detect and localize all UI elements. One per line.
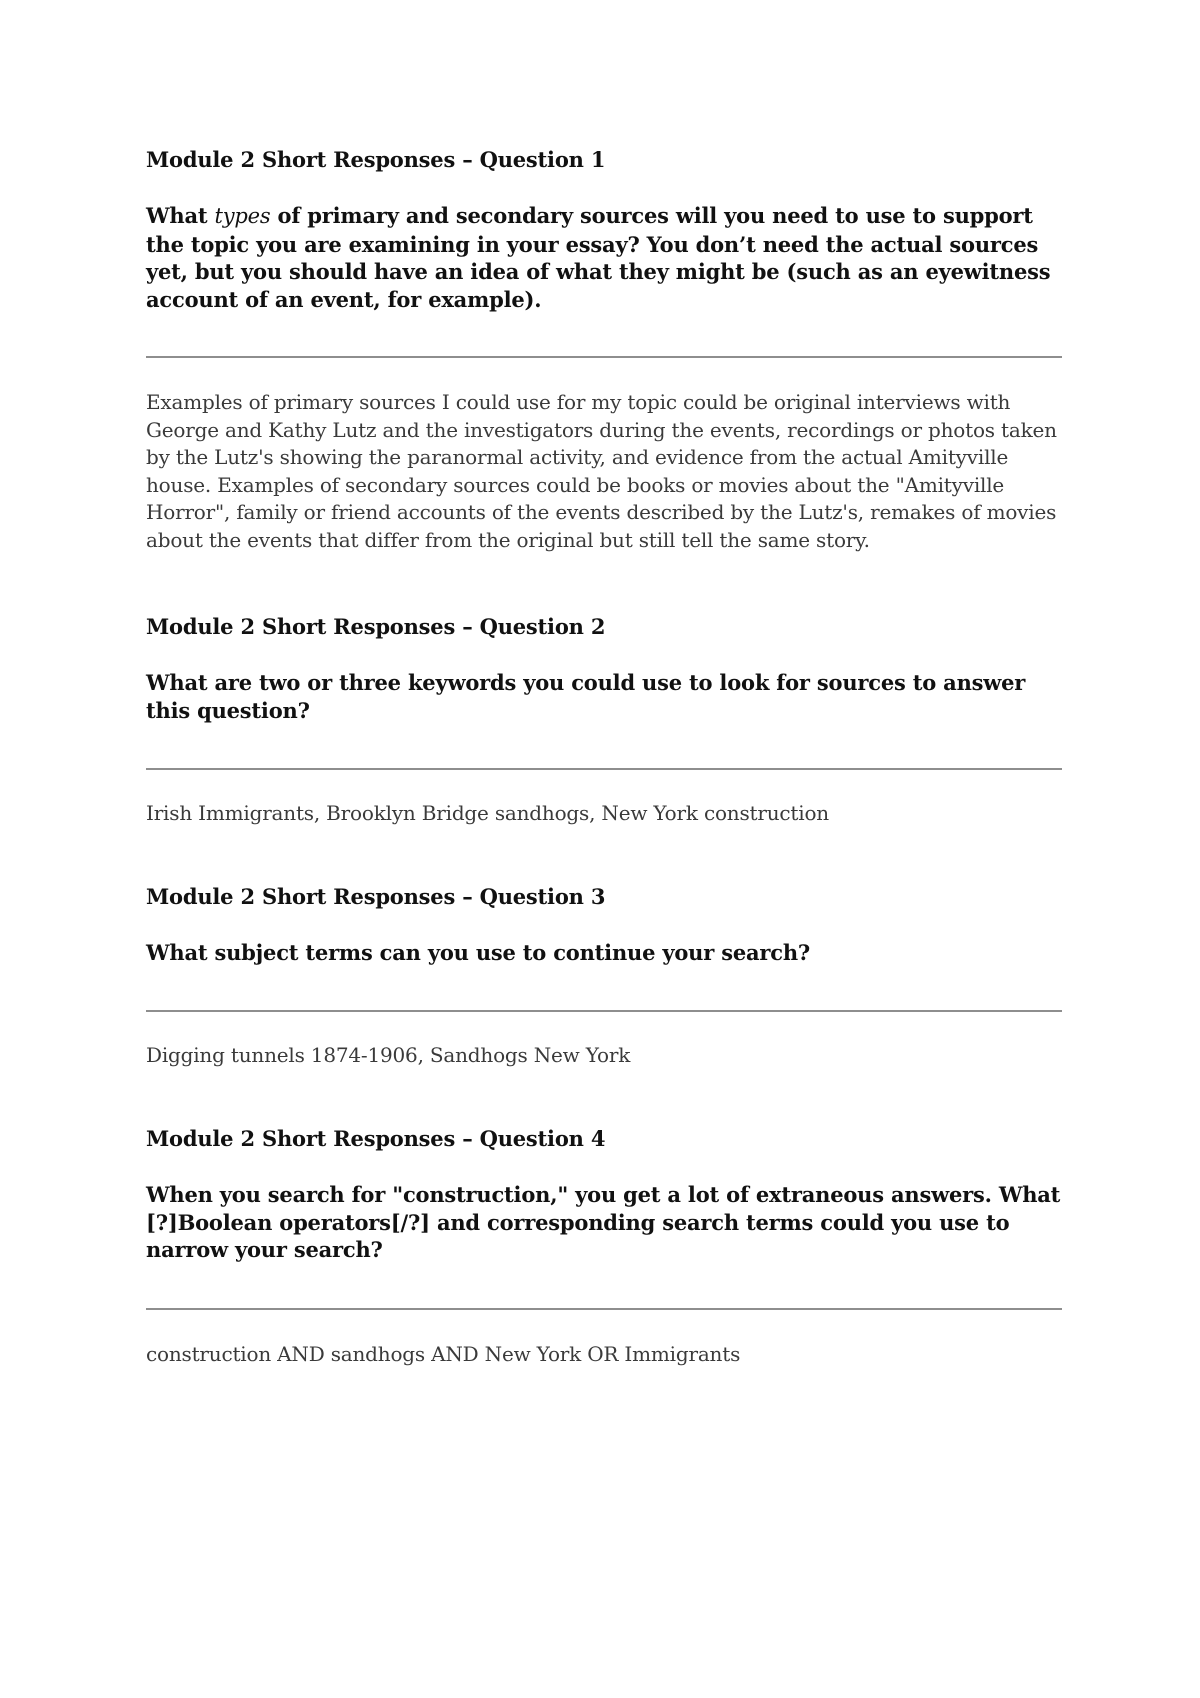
question-1-block bbox=[146, 146, 1062, 313]
question-4-block bbox=[146, 1125, 1062, 1264]
question-1-prompt bbox=[146, 202, 1062, 313]
answer-divider-3 bbox=[146, 1010, 1062, 1012]
question-2-prompt: What are two or three keywords you could use to look for sources to answer this question? bbox=[146, 670, 1026, 723]
question-1-heading: Module 2 Short Responses – Question 1 bbox=[146, 147, 606, 172]
question-4-heading: Module 2 Short Responses – Question 4 bbox=[146, 1126, 606, 1151]
answer-divider-4 bbox=[146, 1308, 1062, 1310]
question-1-prompt-end: of primary and secondary sources will you need to use to support the topic you are examining in your essay? You don’t need the actual sources yet, but you should have an idea of what they might be (such as an eyewitness account of an event, for example). bbox=[146, 203, 1051, 312]
question-3-answer: Digging tunnels 1874-1906, Sandhogs New York bbox=[146, 1043, 631, 1067]
question-1-answer: Examples of primary sources I could use for my topic could be original interviews with George and Kathy Lutz and the investigators during the events, recordings or photos taken by the Lutz's showing the paranormal activity, and evidence from the actual Amityville house. Examples of secondary sources could be books or movies about the "Amityville Horror", family or friend accounts of the events described by the Lutz's, remakes of movies about the events that differ from the original but still tell the same story. bbox=[146, 390, 1057, 552]
question-2-block bbox=[146, 613, 1062, 724]
question-4-prompt: When you search for "construction," you get a lot of extraneous answers. What [?]Boolean operators[/?] and corresponding search terms could you use to narrow your search? bbox=[146, 1182, 1061, 1262]
question-3-prompt: What subject terms can you use to continue your search? bbox=[146, 940, 811, 965]
question-4-answer: construction AND sandhogs AND New York OR Immigrants bbox=[146, 1342, 741, 1366]
question-2-heading: Module 2 Short Responses – Question 2 bbox=[146, 614, 606, 639]
answer-divider-2 bbox=[146, 768, 1062, 770]
question-3-heading: Module 2 Short Responses – Question 3 bbox=[146, 884, 606, 909]
question-3-block bbox=[146, 883, 1062, 967]
question-1-prompt-start: What bbox=[146, 203, 215, 228]
answer-divider-1 bbox=[146, 356, 1062, 358]
question-2-answer: Irish Immigrants, Brooklyn Bridge sandhogs, New York construction bbox=[146, 801, 829, 825]
question-1-prompt-emphasis: types bbox=[214, 204, 271, 228]
